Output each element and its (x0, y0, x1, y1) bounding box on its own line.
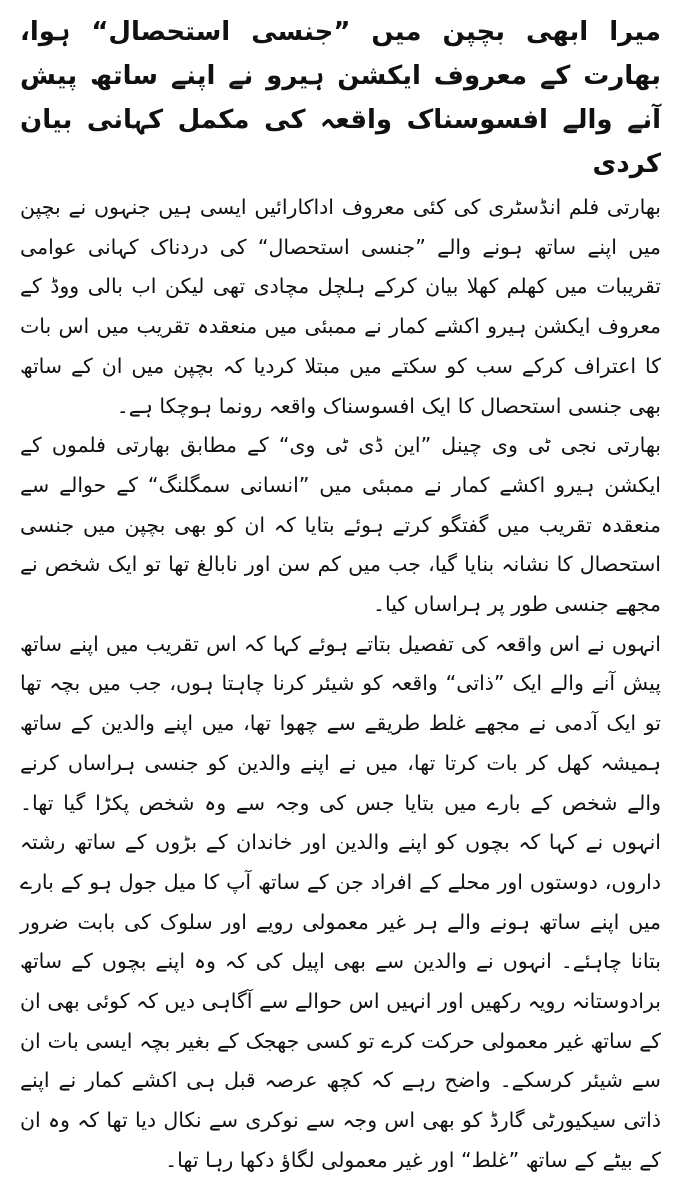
article-body (20, 188, 661, 1181)
news-article (20, 10, 661, 1181)
article-paragraph-2: بھارتی نجی ٹی وی چینل ”این ڈی ٹی وی“ کے مطابق بھارتی فلموں کے ایکشن ہیرو اکشے کمار نے ممبئی میں ”انسانی سمگلنگ“ کے حوالے سے منعقدہ تقریب میں گفتگو کرتے ہوئے بتایا کہ ان کو بھی بچپن میں جنسی استحصال کا نشانہ بنایا گیا، جب میں کم سن اور نابالغ تھا تو ایک شخص نے مجھے جنسی طور پر ہراساں کیا۔ (20, 433, 661, 617)
article-paragraph-1: بھارتی فلم انڈسٹری کی کئی معروف اداکارائیں ایسی ہیں جنہوں نے بچپن میں اپنے ساتھ ہونے والے ”جنسی استحصال“ کی دردناک کہانی عوامی تقریبات میں کھلم کھلا بیان کرکے ہلچل مچادی تھی لیکن اب بالی ووڈ کے معروف ایکشن ہیرو اکشے کمار نے ممبئی میں منعقدہ تقریب میں اس بات کا اعتراف کرکے سب کو سکتے میں مبتلا کردیا کہ بچپن میں ان کے ساتھ بھی جنسی استحصال کا ایک افسوسناک واقعہ رونما ہوچکا ہے۔ (20, 195, 661, 418)
article-headline: میرا ابھی بچپن میں ”جنسی استحصال“ ہوا، بھارت کے معروف ایکشن ہیرو نے اپنے ساتھ پیش آنے والے افسوسناک واقعہ کی مکمل کہانی بیان کردی (20, 17, 661, 179)
article-paragraph-3: انہوں نے اس واقعہ کی تفصیل بتاتے ہوئے کہا کہ اس تقریب میں اپنے ساتھ پیش آنے والے ایک ”ذاتی“ واقعہ کو شیئر کرنا چاہتا ہوں، جب میں بچہ تھا تو ایک آدمی نے مجھے غلط طریقے سے چھوا تھا، میں اپنے والدین کے ساتھ ہمیشہ کھل کر بات کرتا تھا، میں نے اپنے والدین کو جنسی ہراساں کرنے والے شخص کے بارے میں بتایا جس کی وجہ سے وہ شخص پکڑا گیا تھا۔ انہوں نے کہا کہ بچوں کو اپنے والدین اور خاندان کے بڑوں کے ساتھ رشتہ داروں، دوستوں اور محلے کے افراد جن کے ساتھ آپ کا میل جول ہو کے بارے میں اپنے ساتھ ہونے والے ہر غیر معمولی رویے اور سلوک کی بابت ضرور بتانا چاہئے۔ انہوں نے والدین سے بھی اپیل کی کہ وہ اپنے بچوں کے ساتھ برادوستانہ رویہ رکھیں اور انہیں اس حوالے سے آگاہی دیں کہ کوئی بھی ان کے ساتھ غیر معمولی حرکت کرے تو کسی جھجک کے بغیر بچہ ایسی بات ان سے شیئر کرسکے۔ واضح رہے کہ کچھ عرصہ قبل ہی اکشے کمار نے اپنے ذاتی سیکیورٹی گارڈ کو بھی اس وجہ سے نوکری سے نکال دیا تھا کہ وہ ان کے بیٹے کے ساتھ ”غلط“ اور غیر معمولی لگاؤ دکھا رہا تھا۔ (20, 631, 661, 1172)
